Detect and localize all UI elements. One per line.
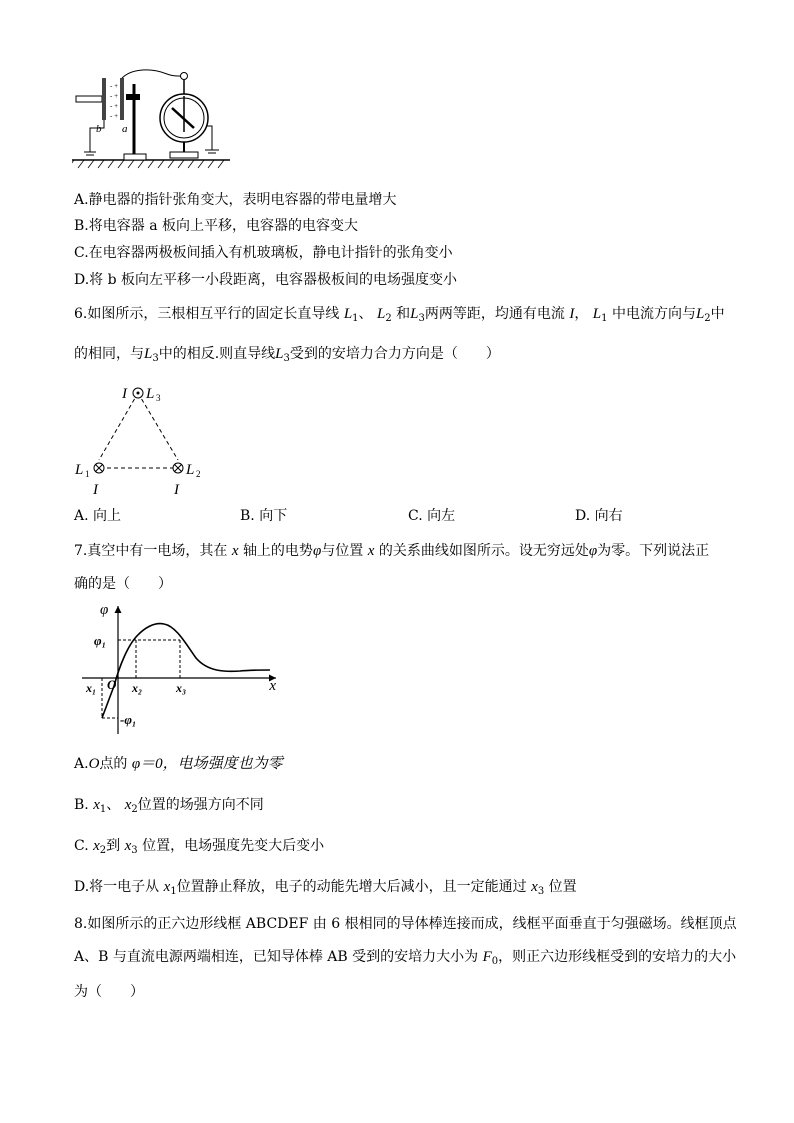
potential-curve-figure	[80, 600, 280, 736]
svg-text:L: L	[75, 462, 84, 478]
wire-l1-in-icon	[94, 463, 104, 473]
svg-text:- +: - +	[110, 102, 119, 110]
q8-stem-line1: 8.如图所示的正六边形线框 ABCDEF 由 6 根相同的导体棒连接而成，线框平面垂直于匀强磁场。线框顶点	[74, 916, 737, 932]
phi-curve	[102, 624, 270, 718]
svg-text:O: O	[107, 677, 117, 692]
capacitor-electroscope-figure	[72, 66, 232, 176]
q6-option-d: D. 向右	[575, 508, 623, 524]
q7-stem-line2: 确的是（ ）	[74, 576, 172, 592]
q6-option-c: C. 向左	[408, 508, 456, 524]
q7-option-b: B. $x_1$、 $x_2$位置的场强方向不同	[74, 797, 264, 815]
svg-text:x₂: x₂	[132, 681, 143, 695]
svg-text:2: 2	[196, 469, 201, 479]
svg-text:L: L	[186, 462, 195, 478]
svg-text:I: I	[122, 386, 127, 402]
svg-text:x₃: x₃	[176, 681, 187, 695]
svg-text:-φ₁: -φ₁	[120, 712, 137, 727]
q6-stem-line1: 6.如图所示，三根相互平行的固定长直导线 $L_1$、 $L_2$ 和$L_3$两两等距，均通有电流 I， $L_1$ 中电流方向与$L_2$中	[74, 306, 725, 324]
q7-stem-line1: 7.真空中有一电场，其在 x 轴上的电势φ与位置 x 的关系曲线如图所示。设无穷远处φ为零。下列说法正	[74, 543, 710, 559]
q5-option-c: C.在电容器两极板间插入有机玻璃板，静电计指针的张角变小	[74, 245, 453, 261]
q5-option-b: B.将电容器 a 板向上平移，电容器的电容变大	[74, 218, 358, 234]
q5-option-d: D.将 b 板向左平移一小段距离，电容器极板间的电场强度变小	[74, 272, 458, 288]
q7-option-c: C. $x_2$到 $x_3$ 位置，电场强度先变大后变小	[74, 838, 325, 856]
svg-text:φ₁: φ₁	[94, 633, 107, 648]
svg-text:3: 3	[156, 393, 161, 403]
svg-text:x₁: x₁	[86, 681, 97, 695]
q5-option-a: A.静电器的指针张角变大，表明电容器的带电量增大	[74, 192, 397, 208]
svg-text:- +: - +	[110, 82, 119, 90]
svg-text:φ: φ	[100, 602, 109, 618]
svg-text:x: x	[269, 678, 276, 694]
q6-stem-line2: 的相同，与$L_3$中的相反.则直导线$L_3$受到的安培力合力方向是（ ）	[74, 346, 500, 364]
q8-stem-line2: A、B 与直流电源两端相连，已知导体棒 AB 受到的安培力大小为 $F_0$，则正六边形线框受到的安培力的大小	[74, 949, 737, 967]
q7-option-a: A.O点的 φ＝0，电场强度也为零	[74, 756, 283, 772]
svg-text:I: I	[174, 482, 179, 498]
wire-l2-in-icon	[173, 463, 183, 473]
svg-text:I: I	[93, 482, 98, 498]
three-wires-figure	[72, 376, 222, 500]
q6-option-b: B. 向下	[240, 508, 288, 524]
plate-a-label: a	[122, 123, 128, 135]
svg-text:- +: - +	[110, 112, 119, 120]
q6-option-a: A. 向上	[74, 508, 122, 524]
q8-stem-line3: 为（ ）	[74, 984, 144, 1000]
q7-option-d: D.将一电子从 $x_1$位置静止释放，电子的动能先增大后减小，且一定能通过 $x_3$ 位置	[74, 879, 577, 897]
svg-text:1: 1	[85, 469, 90, 479]
svg-text:L: L	[146, 386, 155, 402]
svg-text:- +: - +	[110, 92, 119, 100]
plate-b-label: b	[96, 123, 102, 135]
